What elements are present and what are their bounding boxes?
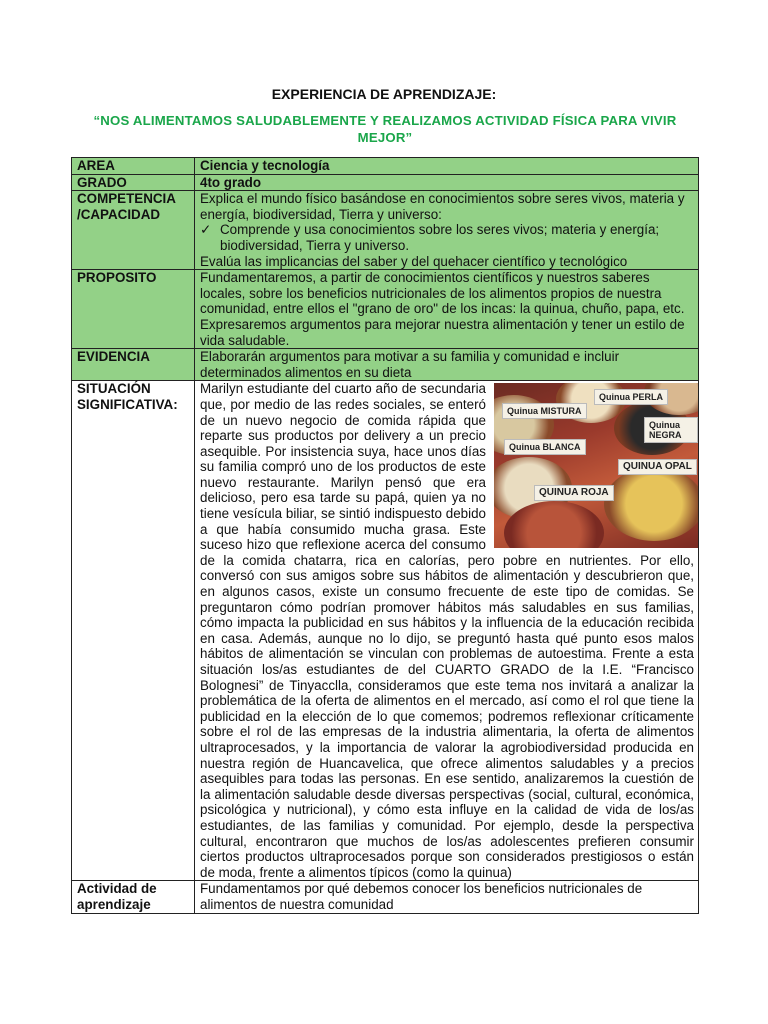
photo-tag: QUINUA OPAL — [618, 459, 697, 475]
competencia-check-text: Comprende y usa conocimientos sobre los seres vivos; materia y energía; biodiversidad, Tierra y universo. — [220, 222, 660, 253]
actividad-label: Actividad de aprendizaje — [72, 881, 195, 913]
quinoa-bowls-photo — [494, 383, 698, 548]
learning-experience-table — [71, 157, 699, 914]
document-title: EXPERIENCIA DE APRENDIZAJE: — [271, 86, 497, 102]
competencia-intro: Explica el mundo físico basándose en conocimientos sobre seres vivos, materia y energía, biodiversidad, Tierra y universo: — [200, 191, 685, 222]
row-situacion — [72, 381, 699, 881]
proposito-label: PROPOSITO — [72, 270, 195, 349]
document-subtitle: “NOS ALIMENTAMOS SALUDABLEMENTE Y REALIZAMOS ACTIVIDAD FÍSICA PARA VIVIR MEJOR” — [93, 113, 677, 145]
competencia-value — [195, 191, 699, 270]
grado-label: GRADO — [72, 174, 195, 191]
competencia-label: COMPETENCIA /CAPACIDAD — [72, 191, 195, 270]
row-proposito — [72, 270, 699, 349]
actividad-value: Fundamentamos por qué debemos conocer los beneficios nutricionales de alimentos de nuestra comunidad — [195, 881, 699, 913]
situacion-text: Marilyn estudiante del cuarto año de secundaria que, por medio de las redes sociales, se enteró de un nuevo negocio de comida rápida que reparte sus productos por delivery a un precio asequible. Por insistencia suya, hace unos días su familia compró uno de los productos de este nuevo restaurante. Marilyn pensó que era delicioso, pero esa tarde su papá, quien ya no tiene vesícula biliar, se sintió indispuesto debido a que había consumido mucha grasa. Este suceso hizo que reflexione acerca del consumo de la comida chatarra, rica en calorías, pero pobre en nutrientes. Por ello, conversó con sus amigos sobre sus hábitos de alimentación y descubrieron que, en algunos casos, existe un consumo frecuente de este tipo de comidas. Se preguntaron cómo podrían promover hábitos más saludables en sus familias, cómo impacta la publicidad en sus hábitos y la influencia de la educación recibida en casa. Además, aunque no lo dijo, se preguntó hasta qué punto esos malos hábitos de alimentación se vinculan con problemas de autoestima. Frente a esta situación los/as estudiantes de del CUARTO GRADO de la I.E. “Francisco Bolognesi” de Tinyacclla, consideramos que este tema nos invitará a analizar la problemática de la oferta de alimentos en el mercado, así como el rol que tiene la publicidad en la elección de lo que comemos; podremos reflexionar críticamente sobre el rol de las empresas de la industria alimentaria, la oferta de alimentos ultraprocesados, y la importancia de valorar la agrobiodiversidad producida en nuestra región de Huancavelica, que ofrece alimentos saludables y a precios asequibles para todas las personas. En ese sentido, analizaremos la cuestión de la alimentación saludable desde diversas perspectivas (social, cultural, económica, psicológica y nutricional), y cómo esta influye en la calidad de vida de los/as estudiantes, de las familias y comunidad. Por ejemplo, desde la perspectiva cultural, encontraron que muchos de los/as adolescentes prefieren consumir ciertos productos ultraprocesados porque son considerados prestigiosos o están de moda, frente a alimentos típicos (como la quinua) — [200, 381, 694, 880]
area-label: AREA — [72, 158, 195, 175]
photo-tag: Quinua BLANCA — [504, 439, 586, 455]
row-competencia — [72, 191, 699, 270]
row-grado — [72, 174, 699, 191]
proposito-value: Fundamentaremos, a partir de conocimientos científicos y nuestros saberes locales, sobre los beneficios nutricionales de los alimentos propios de nuestra comunidad, entre ellos el "grano de oro" de los incas: la quinua, chuño, papa, etc. Expresaremos argumentos para mejorar nuestra alimentación y tener un estilo de vida saludable. — [195, 270, 699, 349]
row-actividad — [72, 881, 699, 913]
evidencia-value: Elaborarán argumentos para motivar a su familia y comunidad e incluir determinados alimentos en su dieta — [195, 349, 699, 381]
photo-tag: Quinua PERLA — [594, 389, 668, 405]
row-evidencia — [72, 349, 699, 381]
area-value: Ciencia y tecnología — [195, 158, 699, 175]
situacion-label: SITUACIÓN SIGNIFICATIVA: — [72, 381, 195, 881]
competencia-check-item — [200, 222, 694, 253]
grado-value: 4to grado — [195, 174, 699, 191]
competencia-extra: Evalúa las implicancias del saber y del quehacer científico y tecnológico — [200, 253, 628, 269]
photo-tag: Quinua MISTURA — [502, 403, 587, 419]
photo-tag: QUINUA ROJA — [534, 485, 614, 501]
photo-tag: Quinua NEGRA — [644, 417, 698, 443]
evidencia-label: EVIDENCIA — [72, 349, 195, 381]
situacion-cell — [195, 381, 699, 881]
row-area — [72, 158, 699, 175]
check-icon: ✓ — [200, 222, 212, 238]
